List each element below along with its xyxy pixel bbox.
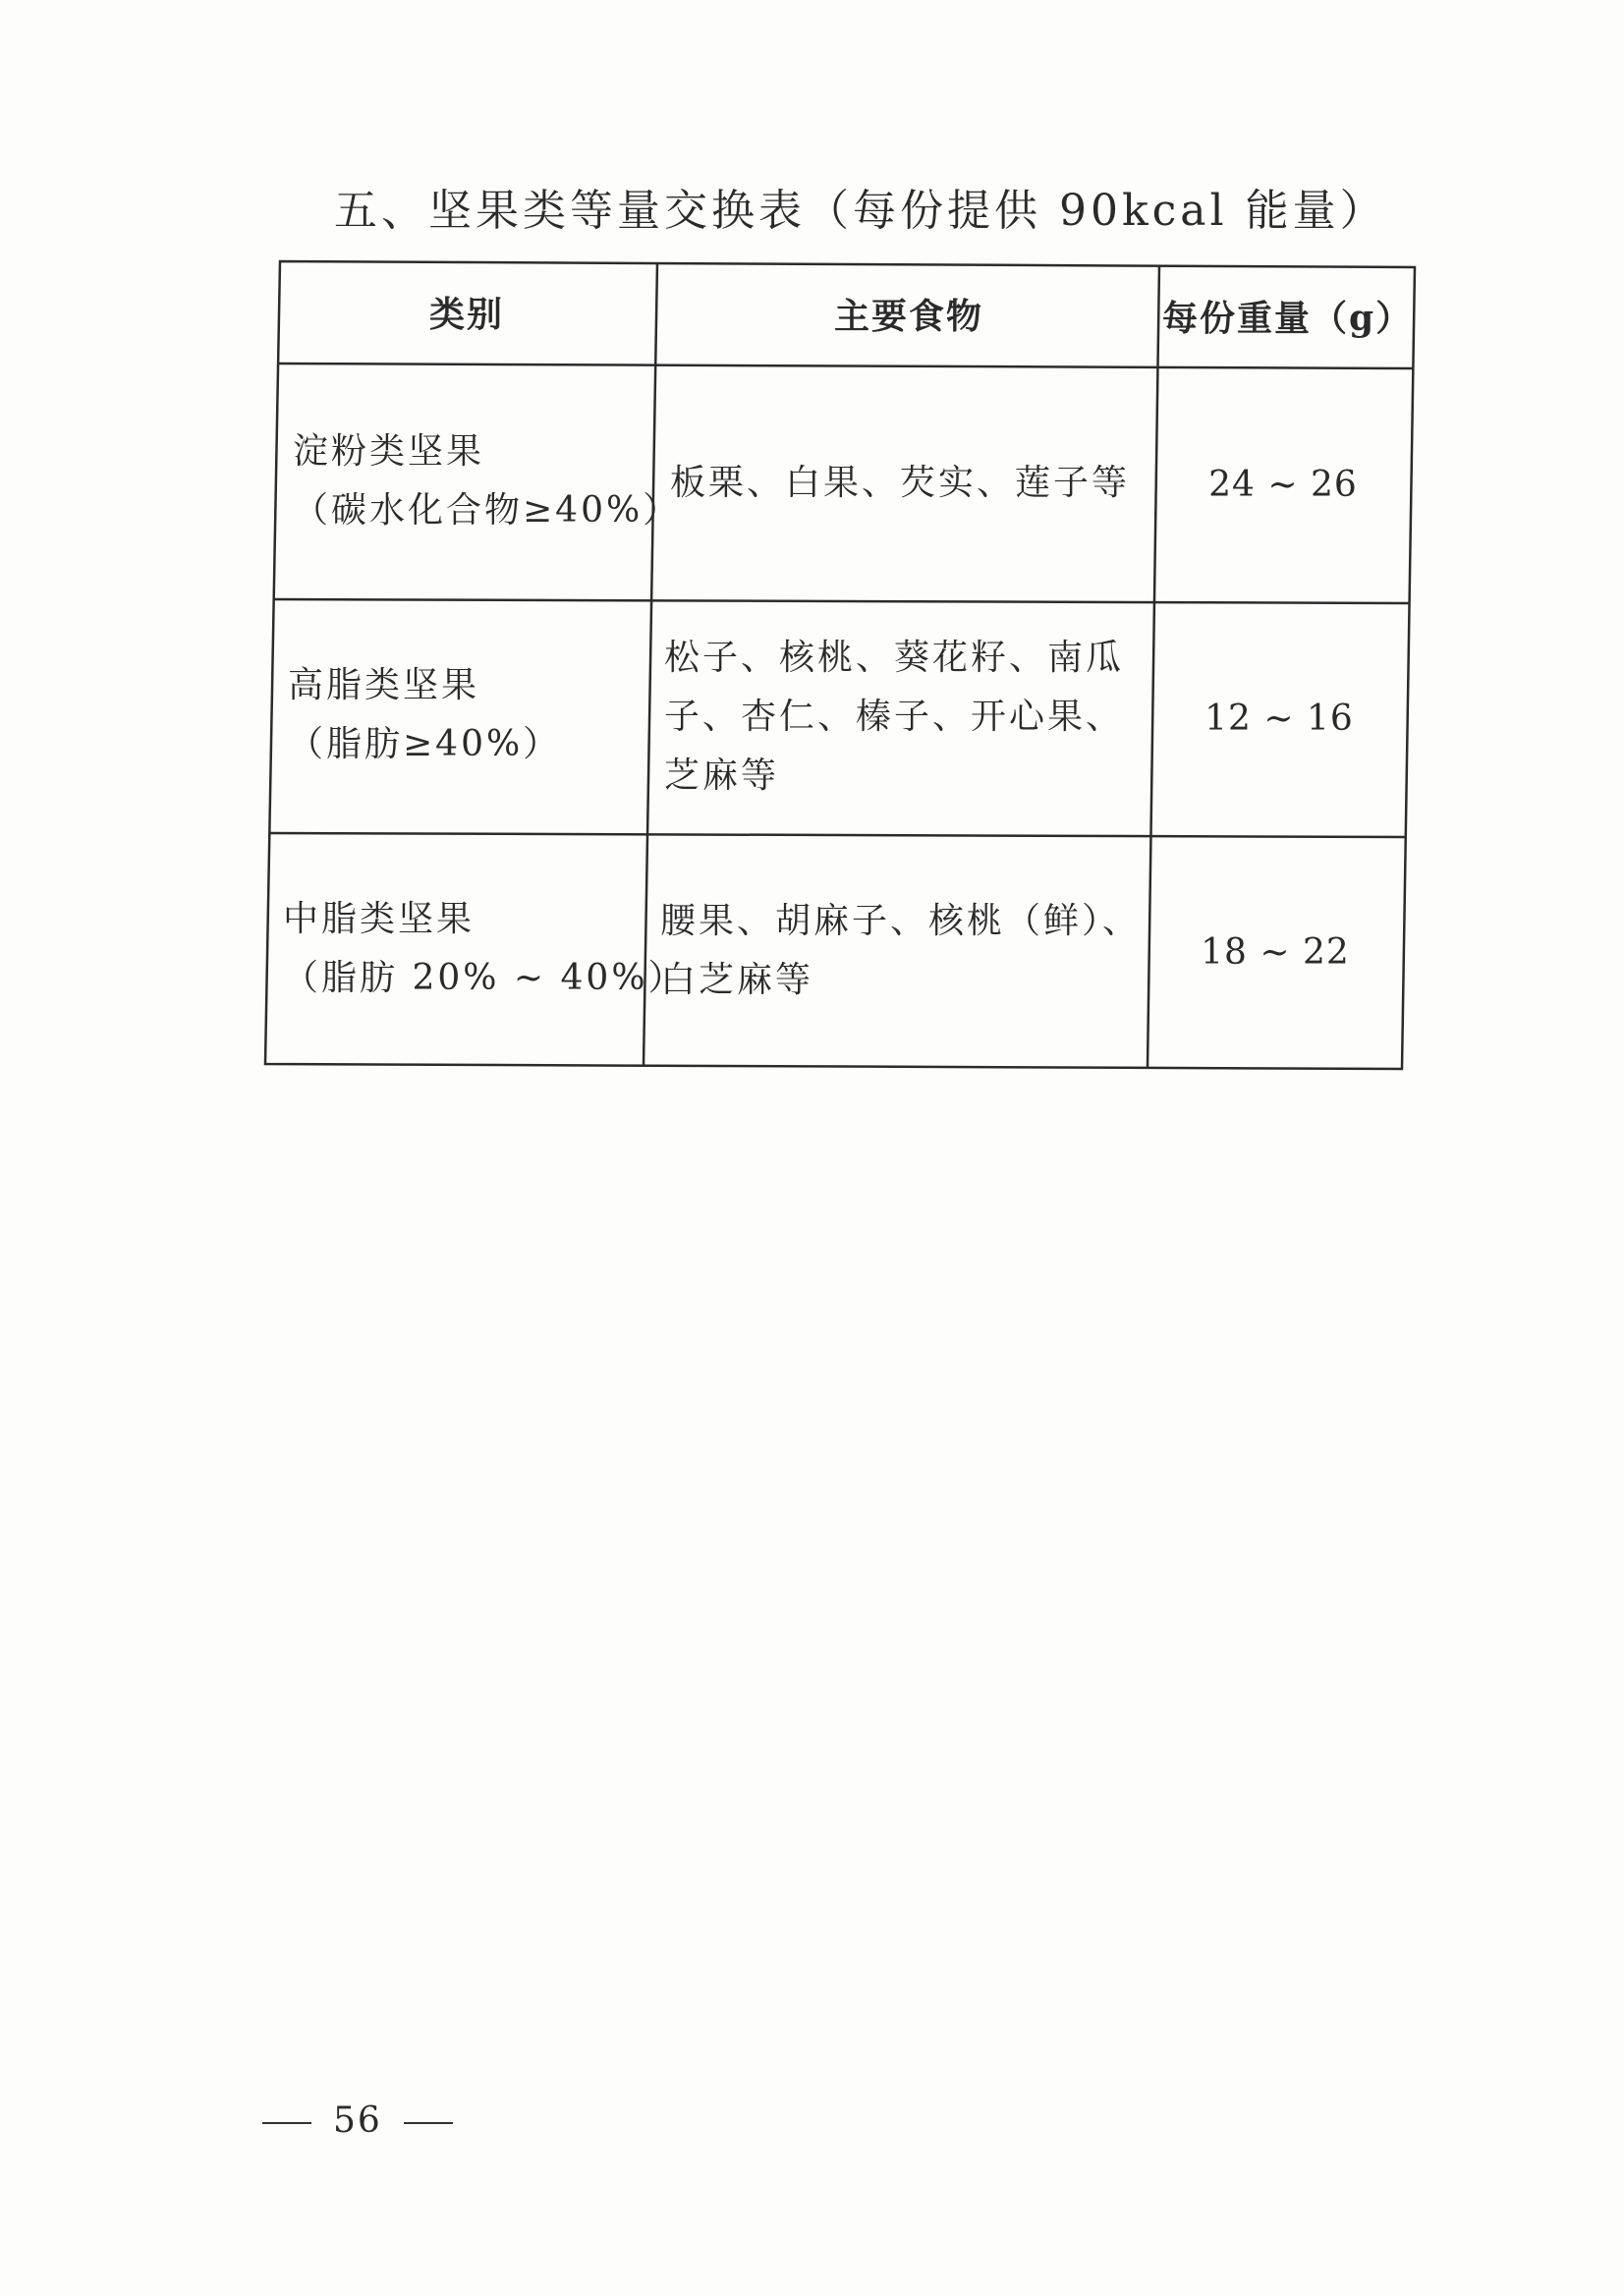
header-weight: 每份重量（g） (1162, 298, 1414, 339)
food-line: 腰果、胡麻子、核桃（鲜）、 (660, 901, 1142, 941)
category-line: （脂肪≥40%） (288, 724, 562, 764)
table-row-1-weight: 24 ~ 26 (1208, 465, 1358, 505)
food-line: 子、杏仁、榛子、开心果、 (664, 697, 1125, 737)
table-row-1-foods (670, 454, 1130, 513)
table-row-3-foods (660, 892, 1141, 1010)
food-line: 白芝麻等 (660, 960, 814, 1000)
page-title: 五、坚果类等量交换表（每份提供 90kcal 能量） (334, 186, 1387, 236)
table-row-3-weight: 18 ~ 22 (1201, 932, 1350, 973)
category-line: 中脂类坚果 (283, 899, 476, 939)
table-row-3-category (283, 890, 687, 1008)
header-main-food: 主要食物 (833, 296, 983, 337)
row-rule-1 (273, 599, 1409, 603)
food-line: 松子、核桃、葵花籽、南瓜 (664, 638, 1125, 678)
header-category: 类别 (428, 294, 504, 335)
page-number: 56 (333, 2100, 382, 2141)
footer-dash-right (404, 2122, 453, 2124)
row-rule-2 (269, 833, 1406, 837)
header-rule (278, 364, 1413, 368)
table-row-2-foods (664, 629, 1124, 806)
table-row-2-weight: 12 ~ 16 (1204, 699, 1354, 739)
footer-dash-left (262, 2122, 311, 2124)
food-line: 芝麻等 (664, 756, 780, 796)
food-line: 板栗、白果、芡实、莲子等 (670, 463, 1131, 503)
category-line: （脂肪 20% ~ 40%） (283, 958, 687, 998)
category-line: 淀粉类坚果 (293, 431, 485, 472)
table-row-2-category (288, 656, 561, 774)
category-line: （碳水化合物≥40%） (293, 490, 682, 531)
page-footer (241, 2100, 475, 2141)
category-line: 高脂类坚果 (288, 665, 480, 705)
table-row-1-category (293, 422, 681, 540)
